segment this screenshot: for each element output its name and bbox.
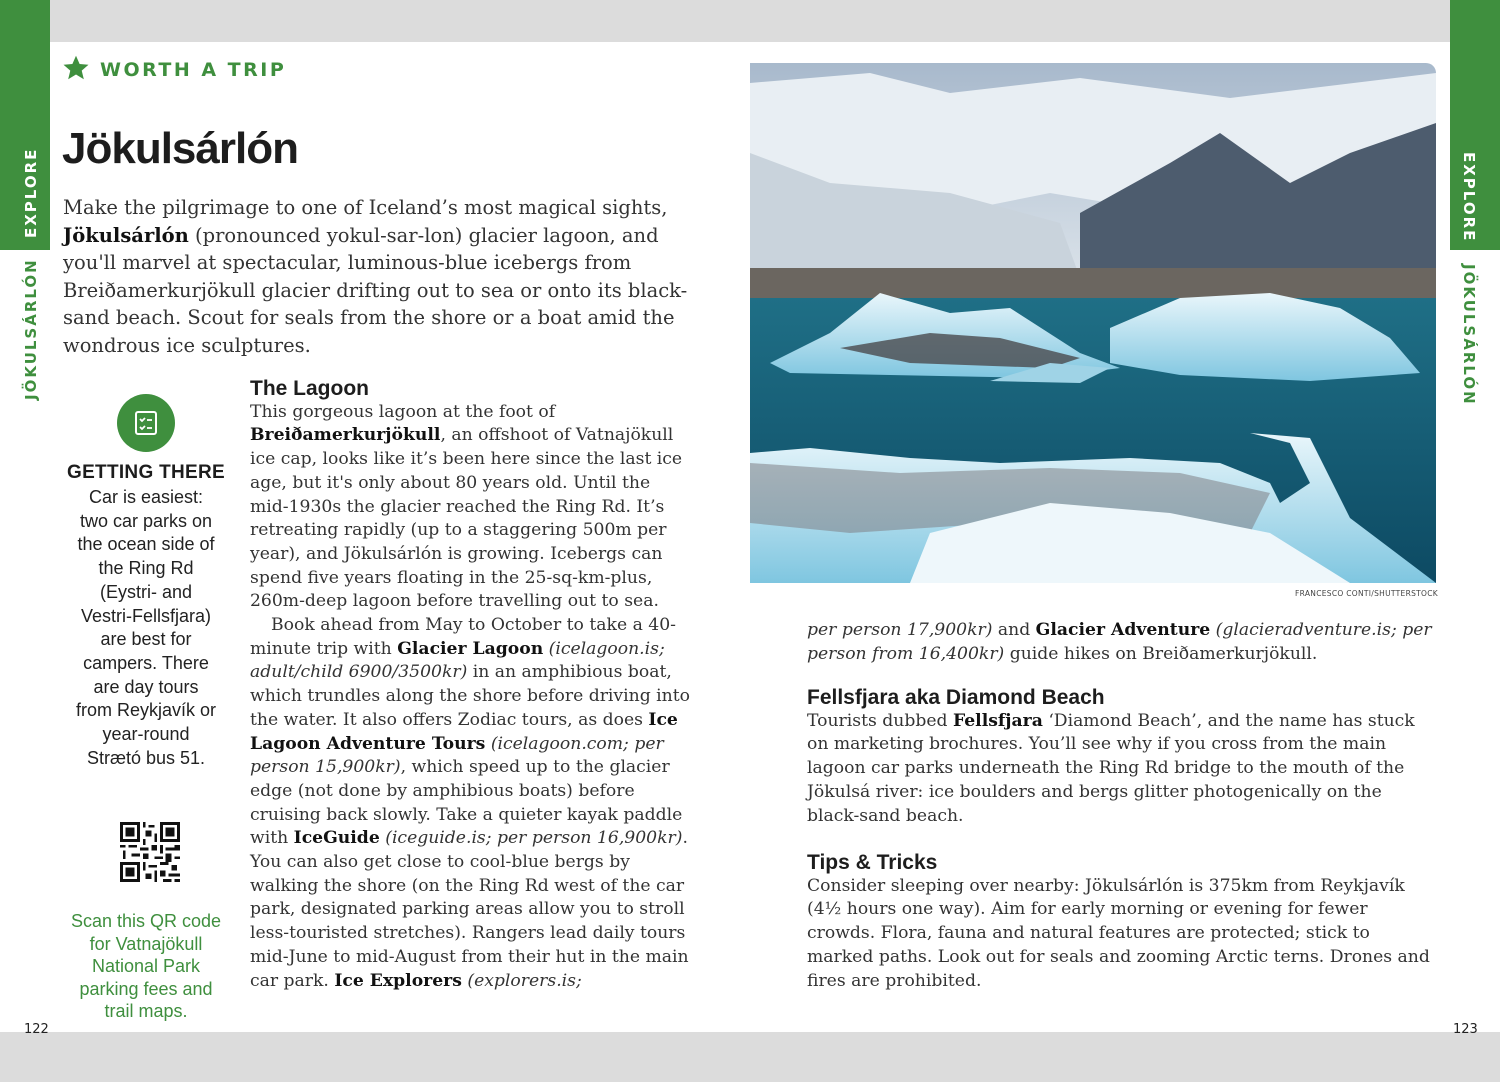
page-title: Jökulsárlón (62, 124, 298, 173)
section-label-left: JÖKULSÁRLÓN (22, 258, 40, 400)
right-margin-strip (1450, 0, 1500, 1037)
getting-there-box (66, 394, 226, 770)
lagoon-paragraph-1: This gorgeous lagoon at the foot of Breiðamerkurjökull, an offshoot of Vatnajökull ice cap, looks like it’s been here since the last ice age, but it's only about 80 years old. Until the mid-1930s the glacier reached the Ring Rd. It’s retreating rapidly (up to a staggering 500m per year), and Jökulsárlón is growing. Icebergs can spend five years floating in the 25-sq-km-plus, 260m-deep lagoon before travelling out to sea. (250, 401, 683, 612)
tips-heading: Tips & Tricks (807, 851, 938, 874)
page-number-right: 123 (1453, 1022, 1478, 1037)
getting-there-text: Car is easiest: two car parks on the ocean side of the Ring Rd (Eystri- and Vestri-Fellsfjara) are best for campers. There are day tours from Reykjavík or year-round Strætó bus 51. (75, 487, 217, 768)
section-label-right: JÖKULSÁRLÓN (1460, 264, 1478, 406)
continued-text: per person 17,900kr) and Glacier Adventure (glacieradventure.is; per person from 16,400kr) guide hikes on Breiðamerkurjökull. (807, 620, 1432, 664)
qr-caption: Scan this QR code for Vatnajökull National Park parking fees and trail maps. (70, 911, 222, 1022)
tips-section (807, 851, 1432, 993)
tips-paragraph: Consider sleeping over nearby: Jökulsárlón is 375km from Reykjavík (4½ hours one way). Aim for early morning or evening for fewer crowds. Flora, fauna and natural features are protected; stick to marked paths. Look out for seals and zooming Arctic terns. Drones and fires are prohibited. (807, 875, 1430, 991)
getting-there-heading: GETTING THERE (66, 462, 225, 483)
diamond-beach-heading: Fellsfjara aka Diamond Beach (807, 686, 1105, 709)
checklist-icon (117, 394, 175, 452)
explore-tab-label-right: EXPLORE (1460, 152, 1478, 243)
photo-credit: FRANCESCO CONTI/SHUTTERSTOCK (1295, 589, 1438, 598)
explore-tab-label-left: EXPLORE (22, 147, 40, 238)
lagoon-column (250, 377, 690, 993)
diamond-beach-paragraph: Tourists dubbed Fellsfjara ‘Diamond Beach’, and the name has stuck on marketing brochures. You’ll see why if you cross from the main lagoon car parks underneath the Ring Rd bridge to the mouth of the Jökulsá river: ice boulders and bergs glitter photogenically on the black-sand beach. (807, 710, 1415, 826)
worth-a-trip-label: WORTH A TRIP (100, 59, 287, 81)
page-number-left: 122 (24, 1022, 49, 1037)
qr-code-icon[interactable] (120, 822, 180, 882)
worth-a-trip-header (62, 54, 286, 86)
star-icon (62, 54, 90, 86)
left-margin-strip (0, 0, 50, 1037)
intro-paragraph: Make the pilgrimage to one of Iceland’s most magical sights, Jökulsárlón (pronounced yokul-sar-lon) glacier lagoon, and you'll marvel at spectacular, luminous-blue icebergs from Breiðamerkurjökull glacier drifting out to sea or onto its black-sand beach. Scout for seals from the shore or a boat amid the wondrous ice sculptures. (63, 196, 688, 357)
lagoon-heading: The Lagoon (250, 377, 369, 400)
glacier-lagoon-photo (750, 63, 1436, 583)
diamond-beach-section (807, 686, 1432, 828)
lagoon-paragraph-2: Book ahead from May to October to take a 40-minute trip with Glacier Lagoon (icelagoon.is; adult/child 6900/3500kr) in an amphibious boat, which trundles along the shore before driving into the water. It also offers Zodiac tours, as does Ice Lagoon Adventure Tours (icelagoon.com; per person 15,900kr), which speed up to the glacier edge (not done by amphibious boats) before cruising back slowly. Take a quieter kayak paddle with IceGuide (iceguide.is; per person 16,900kr). You can also get close to cool-blue bergs by walking the shore (on the Ring Rd west of the car park, designated parking areas allow you to stroll less-touristed stretches). Rangers lead daily tours mid-June to mid-August from their hut in the main car park. Ice Explorers (explorers.is; (250, 615, 690, 991)
